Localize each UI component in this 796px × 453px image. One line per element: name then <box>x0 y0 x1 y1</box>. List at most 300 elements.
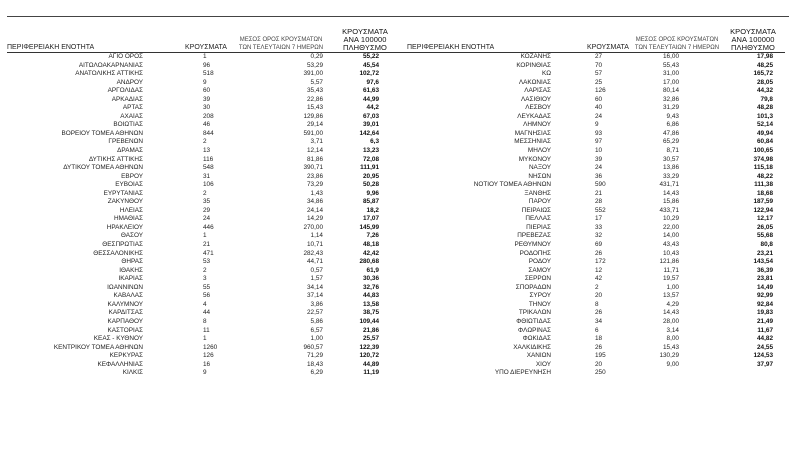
right-region-cell: ΣΥΡΟΥ <box>529 292 551 300</box>
left-per100k-cell: 111,91 <box>360 164 379 172</box>
left-region-cell: ΑΓΙΟ ΟΡΟΣ <box>108 53 143 60</box>
table-row <box>7 190 785 199</box>
right-cases-cell: 21 <box>595 189 603 197</box>
right-per100k-cell: 37,97 <box>757 360 773 368</box>
right-cases-cell: 12 <box>595 266 603 274</box>
left-region-cell: ΓΡΕΒΕΝΩΝ <box>108 138 143 146</box>
right-avg7-cell: 32,86 <box>663 95 679 103</box>
right-per100k-cell: 92,84 <box>757 300 773 308</box>
left-region-cell: ΚΕΦΑΛΛΗΝΙΑΣ <box>97 360 143 368</box>
right-avg7-cell: 30,57 <box>663 155 679 163</box>
right-per100k-cell: 49,94 <box>757 129 773 137</box>
right-per100k-cell: 79,8 <box>760 95 773 103</box>
covid-cases-table <box>7 26 785 378</box>
right-per100k-cell: 23,81 <box>757 275 773 283</box>
left-cases-cell: 1 <box>203 53 207 60</box>
right-avg7-cell: 431,71 <box>659 181 679 189</box>
left-per100k-cell: 50,28 <box>363 181 379 189</box>
right-region-cell: ΣΑΜΟΥ <box>528 266 551 274</box>
right-cases-cell: 36 <box>595 172 603 180</box>
right-avg7-cell: 55,43 <box>663 61 679 69</box>
right-region-cell: ΛΗΜΝΟΥ <box>523 121 551 129</box>
left-avg7-cell: 22,86 <box>307 95 323 103</box>
table-row <box>7 258 785 267</box>
right-cases-cell: 20 <box>595 292 603 300</box>
left-region-cell: ΚΑΒΑΛΑΣ <box>113 292 143 300</box>
right-cases-cell: 97 <box>595 138 603 146</box>
right-per100k-cell: 21,49 <box>757 317 773 325</box>
left-region-cell: ΑΙΤΩΛΟΑΚΑΡΝΑΝΙΑΣ <box>78 61 143 69</box>
left-per100k-cell: 21,86 <box>363 326 379 334</box>
table-row <box>7 147 785 156</box>
table-row <box>7 275 785 284</box>
left-region-cell: ΙΚΑΡΙΑΣ <box>118 275 143 283</box>
left-region-cell: ΒΟΡΕΙΟΥ ΤΟΜΕΑ ΑΘΗΝΩΝ <box>61 129 143 137</box>
left-avg7-cell: 15,43 <box>307 104 323 112</box>
left-region-cell: ΚΕΝΤΡΙΚΟΥ ΤΟΜΕΑ ΑΘΗΝΩΝ <box>53 343 143 351</box>
left-avg7-cell: 12,14 <box>307 147 323 155</box>
left-avg7-cell: 591,00 <box>303 129 323 137</box>
right-per100k-cell: 44,82 <box>757 335 773 343</box>
left-per100k-cell: 102,72 <box>359 70 379 78</box>
right-per100k-cell: 124,53 <box>753 352 773 360</box>
right-cases-cell: 27 <box>595 53 603 60</box>
right-per100k-cell: 23,21 <box>757 249 773 257</box>
right-avg7-cell: 80,14 <box>663 87 679 95</box>
right-avg7-cell: 9,43 <box>666 112 679 120</box>
right-avg7-cell: 4,29 <box>666 300 679 308</box>
right-avg7-cell: 1,00 <box>666 283 679 291</box>
right-region-cell: ΛΕΣΒΟΥ <box>525 104 551 112</box>
right-region-cell: ΤΗΝΟΥ <box>528 300 551 308</box>
right-per100k-cell: 115,18 <box>753 164 773 172</box>
right-per100k-cell: 11,67 <box>757 326 773 334</box>
left-avg7-cell: 0,57 <box>310 266 323 274</box>
left-avg7-cell: 44,71 <box>307 258 323 266</box>
left-cases-cell: 208 <box>203 112 214 120</box>
table-row <box>7 121 785 130</box>
right-avg7-cell: 17,00 <box>663 78 679 86</box>
left-avg7-cell: 29,14 <box>307 121 323 129</box>
right-region-cell: ΠΑΡΟΥ <box>528 198 551 206</box>
left-cases-cell: 106 <box>203 181 214 189</box>
left-per100k-cell: 9,96 <box>366 189 379 197</box>
right-region-cell: ΤΡΙΚΑΛΩΝ <box>518 309 551 317</box>
left-cases-cell: 13 <box>203 147 211 155</box>
left-per100k-cell: 25,57 <box>363 335 379 343</box>
right-region-cell: ΡΕΘΥΜΝΟΥ <box>514 241 551 249</box>
right-per100k-cell: 12,17 <box>757 215 773 223</box>
right-cases-cell: 26 <box>595 309 603 317</box>
right-avg7-cell: 433,71 <box>659 206 679 214</box>
left-avg7-cell: 3,71 <box>310 138 323 146</box>
left-avg7-cell: 53,29 <box>307 61 323 69</box>
left-per100k-cell: 45,54 <box>363 61 379 69</box>
right-per100k-cell: 374,98 <box>753 155 773 163</box>
right-cases-cell: 590 <box>595 181 606 189</box>
left-cases-cell: 3 <box>203 275 207 283</box>
right-avg7-cell: 15,86 <box>663 198 679 206</box>
left-cases-cell: 46 <box>203 121 211 129</box>
left-avg7-cell: 3,86 <box>310 300 323 308</box>
table-row <box>7 87 785 96</box>
right-per100k-cell: 26,05 <box>757 223 773 231</box>
left-avg7-cell: 270,00 <box>303 223 323 231</box>
table-row <box>7 292 785 301</box>
right-region-cell: ΡΟΔΟΥ <box>528 258 551 266</box>
left-per100k-cell: 42,42 <box>363 249 379 257</box>
right-per100k-cell: 165,72 <box>753 70 773 78</box>
right-per100k-cell: 28,05 <box>757 78 773 86</box>
left-avg7-cell: 129,86 <box>303 112 323 120</box>
header-region-left: ΠΕΡΙΦΕΡΕΙΑΚΗ ΕΝΟΤΗΤΑ <box>7 26 157 53</box>
left-cases-cell: 44 <box>203 309 211 317</box>
left-per100k-cell: 61,9 <box>366 266 379 274</box>
right-per100k-cell <box>721 369 785 378</box>
table-row <box>7 96 785 105</box>
header-cases-left: ΚΡΟΥΣΜΑΤΑ <box>157 26 229 53</box>
left-avg7-cell: 5,57 <box>310 78 323 86</box>
left-per100k-cell: 48,18 <box>363 241 379 249</box>
header-cases-right: ΚΡΟΥΣΜΑΤΑ <box>587 26 633 53</box>
right-per100k-cell: 17,98 <box>757 53 773 60</box>
left-region-cell: ΑΡΓΟΛΙΔΑΣ <box>107 87 143 95</box>
right-region-cell: ΥΠΟ ΔΙΕΡΕΥΝΗΣΗ <box>494 369 551 377</box>
left-cases-cell: 9 <box>203 369 207 377</box>
table-body <box>7 53 785 378</box>
table-row <box>7 241 785 250</box>
right-region-cell: ΧΑΝΙΩΝ <box>526 352 551 360</box>
left-region-cell: ΗΡΑΚΛΕΙΟΥ <box>106 223 143 231</box>
right-cases-cell: 18 <box>595 335 603 343</box>
table-row <box>7 369 785 378</box>
right-cases-cell: 24 <box>595 164 603 172</box>
left-region-cell: ΕΥΡΥΤΑΝΙΑΣ <box>103 189 143 197</box>
table-row <box>7 173 785 182</box>
left-per100k-cell: 97,6 <box>366 78 379 86</box>
right-avg7-cell: 10,29 <box>663 215 679 223</box>
right-cases-cell: 20 <box>595 360 603 368</box>
table-row <box>7 207 785 216</box>
right-avg7-cell: 13,57 <box>663 292 679 300</box>
left-region-cell: ΔΥΤΙΚΟΥ ΤΟΜΕΑ ΑΘΗΝΩΝ <box>63 164 143 172</box>
table-row <box>7 327 785 336</box>
right-per100k-cell: 122,94 <box>753 206 773 214</box>
left-per100k-cell: 109,44 <box>359 317 379 325</box>
right-region-cell: ΣΕΡΡΩΝ <box>524 275 551 283</box>
left-per100k-cell: 7,26 <box>366 232 379 240</box>
left-avg7-cell: 282,43 <box>303 249 323 257</box>
left-cases-cell: 2 <box>203 189 207 197</box>
left-cases-cell: 21 <box>203 241 211 249</box>
right-avg7-cell: 121,86 <box>659 258 679 266</box>
right-region-cell: ΛΕΥΚΑΔΑΣ <box>517 112 551 120</box>
left-region-cell: ΚΙΛΚΙΣ <box>122 369 143 377</box>
right-region-cell: ΠΡΕΒΕΖΑΣ <box>517 232 551 240</box>
right-cases-cell: 24 <box>595 112 603 120</box>
right-region-cell: ΜΕΣΣΗΝΙΑΣ <box>514 138 551 146</box>
left-region-cell: ΚΕΡΚΥΡΑΣ <box>109 352 143 360</box>
left-cases-cell: 1260 <box>203 343 218 351</box>
right-avg7-cell: 31,29 <box>663 104 679 112</box>
right-cases-cell: 2 <box>595 283 599 291</box>
left-avg7-cell: 22,57 <box>307 309 323 317</box>
right-per100k-cell: 92,99 <box>757 292 773 300</box>
right-per100k-cell: 101,3 <box>757 112 773 120</box>
table-row <box>7 301 785 310</box>
right-region-cell: ΚΟΖΑΝΗΣ <box>520 53 551 60</box>
left-cases-cell: 16 <box>203 360 211 368</box>
right-cases-cell: 6 <box>595 326 599 334</box>
right-avg7-cell: 130,29 <box>659 352 679 360</box>
left-cases-cell: 1 <box>203 335 207 343</box>
left-cases-cell: 844 <box>203 129 214 137</box>
right-per100k-cell: 48,25 <box>757 61 773 69</box>
left-per100k-cell: 38,75 <box>363 309 379 317</box>
right-per100k-cell: 48,28 <box>757 104 773 112</box>
left-avg7-cell: 1,57 <box>310 275 323 283</box>
right-per100k-cell: 14,49 <box>757 283 773 291</box>
table-row <box>7 352 785 361</box>
right-region-cell: ΝΗΣΩΝ <box>528 172 551 180</box>
left-per100k-cell: 17,07 <box>363 215 379 223</box>
left-cases-cell: 24 <box>203 215 211 223</box>
table-row <box>7 309 785 318</box>
left-region-cell: ΚΑΣΤΟΡΙΑΣ <box>107 326 143 334</box>
left-avg7-cell: 5,86 <box>310 317 323 325</box>
left-avg7-cell: 24,14 <box>307 206 323 214</box>
left-region-cell: ΗΜΑΘΙΑΣ <box>113 215 143 223</box>
left-per100k-cell: 44,89 <box>363 360 379 368</box>
table-row <box>7 232 785 241</box>
left-cases-cell: 126 <box>203 352 214 360</box>
left-avg7-cell: 391,00 <box>303 70 323 78</box>
right-avg7-cell: 19,57 <box>663 275 679 283</box>
right-avg7-cell: 16,00 <box>663 53 679 60</box>
right-cases-cell: 25 <box>595 78 603 86</box>
left-cases-cell: 8 <box>203 317 207 325</box>
left-avg7-cell: 960,57 <box>303 343 323 351</box>
right-cases-cell: 17 <box>595 215 603 223</box>
table-row <box>7 181 785 190</box>
right-per100k-cell: 187,59 <box>753 198 773 206</box>
left-per100k-cell: 13,23 <box>363 147 379 155</box>
right-avg7-cell: 14,43 <box>663 309 679 317</box>
table-row <box>7 224 785 233</box>
left-avg7-cell: 73,29 <box>307 181 323 189</box>
right-per100k-cell: 19,83 <box>757 309 773 317</box>
left-avg7-cell: 37,14 <box>307 292 323 300</box>
right-avg7-cell: 28,00 <box>663 317 679 325</box>
left-cases-cell: 53 <box>203 258 211 266</box>
left-cases-cell: 55 <box>203 283 211 291</box>
left-region-cell: ΒΟΙΩΤΙΑΣ <box>113 121 143 129</box>
left-region-cell: ΑΧΑΪΑΣ <box>120 112 143 120</box>
right-per100k-cell: 111,38 <box>754 181 773 189</box>
right-region-cell: ΧΙΟΥ <box>535 360 551 368</box>
right-avg7-cell: 31,00 <box>663 70 679 78</box>
right-region-cell: ΞΑΝΘΗΣ <box>524 189 551 197</box>
header-avg-right: ΜΕΣΟΣ ΟΡΟΣ ΚΡΟΥΣΜΑΤΩΝ ΤΩΝ ΤΕΛΕΥΤΑΙΩΝ 7 ΗΜΕΡΩΝ <box>633 26 721 53</box>
header-per-right: ΚΡΟΥΣΜΑΤΑ ΑΝΑ 100000 ΠΛΗΘΥΣΜΟ <box>721 26 785 53</box>
right-region-cell: ΦΩΚΙΔΑΣ <box>522 335 551 343</box>
right-cases-cell: 40 <box>595 104 603 112</box>
table-row <box>7 318 785 327</box>
left-avg7-cell: 1,14 <box>310 232 323 240</box>
table-row <box>7 113 785 122</box>
right-region-cell: ΣΠΟΡΑΔΩΝ <box>515 283 551 291</box>
right-per100k-cell: 18,68 <box>757 189 773 197</box>
left-region-cell: ΑΡΤΑΣ <box>122 104 143 112</box>
left-avg7-cell: 6,29 <box>310 369 323 377</box>
left-avg7-cell: 18,43 <box>307 360 323 368</box>
right-cases-cell: 42 <box>595 275 603 283</box>
right-per100k-cell: 143,54 <box>753 258 773 266</box>
left-per100k-cell: 44,2 <box>366 104 379 112</box>
left-per100k-cell: 39,01 <box>363 121 379 129</box>
left-avg7-cell: 23,86 <box>307 172 323 180</box>
table-row <box>7 79 785 88</box>
left-avg7-cell: 6,57 <box>310 326 323 334</box>
left-cases-cell: 96 <box>203 61 211 69</box>
right-cases-cell: 250 <box>595 369 606 377</box>
right-region-cell: ΛΑΚΩΝΙΑΣ <box>518 78 551 86</box>
right-cases-cell: 26 <box>595 249 603 257</box>
table-row <box>7 104 785 113</box>
left-per100k-cell: 32,76 <box>363 283 379 291</box>
right-region-cell: ΛΑΣΙΘΙΟΥ <box>520 95 551 103</box>
left-region-cell: ΙΘΑΚΗΣ <box>119 266 143 274</box>
right-avg7-cell: 22,00 <box>663 223 679 231</box>
right-per100k-cell: 100,65 <box>753 147 773 155</box>
right-cases-cell: 60 <box>595 95 603 103</box>
right-cases-cell: 28 <box>595 198 603 206</box>
right-region-cell: ΚΩ <box>541 70 551 78</box>
header-region-right: ΠΕΡΙΦΕΡΕΙΑΚΗ ΕΝΟΤΗΤΑ <box>397 26 587 53</box>
left-cases-cell: 446 <box>203 223 214 231</box>
left-region-cell: ΑΝΔΡΟΥ <box>116 78 143 86</box>
right-avg7-cell: 6,86 <box>666 121 679 129</box>
right-region-cell: ΜΥΚΟΝΟΥ <box>518 155 551 163</box>
left-cases-cell: 31 <box>203 172 211 180</box>
left-avg7-cell: 81,86 <box>307 155 323 163</box>
right-cases-cell: 70 <box>595 61 603 69</box>
table-row <box>7 335 785 344</box>
left-region-cell: ΕΥΒΟΙΑΣ <box>115 181 143 189</box>
left-region-cell: ΚΑΛΥΜΝΟΥ <box>107 300 143 308</box>
left-region-cell: ΗΛΕΙΑΣ <box>119 206 143 214</box>
left-per100k-cell: 72,08 <box>363 155 379 163</box>
right-region-cell: ΜΗΛΟΥ <box>527 147 551 155</box>
right-per100k-cell: 48,22 <box>757 172 773 180</box>
right-region-cell: ΠΕΛΛΑΣ <box>525 215 551 223</box>
right-per100k-cell: 60,84 <box>757 138 773 146</box>
right-cases-cell: 8 <box>595 300 599 308</box>
left-per100k-cell: 6,3 <box>370 138 379 146</box>
left-region-cell: ΘΕΣΠΡΩΤΙΑΣ <box>102 241 143 249</box>
left-cases-cell: 116 <box>203 155 214 163</box>
left-per100k-cell: 20,95 <box>363 172 379 180</box>
right-avg7-cell: 11,71 <box>663 266 679 274</box>
header-avg-left: ΜΕΣΟΣ ΟΡΟΣ ΚΡΟΥΣΜΑΤΩΝ ΤΩΝ ΤΕΛΕΥΤΑΙΩΝ 7 ΗΜΕΡΩΝ <box>229 26 333 53</box>
table-row <box>7 215 785 224</box>
left-cases-cell: 35 <box>203 198 211 206</box>
left-cases-cell: 548 <box>203 164 214 172</box>
left-region-cell: ΚΕΑΣ - ΚΥΘΝΟΥ <box>93 335 143 343</box>
left-cases-cell: 518 <box>203 70 214 78</box>
left-avg7-cell: 34,14 <box>307 283 323 291</box>
table-row <box>7 62 785 71</box>
right-avg7-cell <box>633 369 721 378</box>
left-cases-cell: 2 <box>203 266 207 274</box>
left-cases-cell: 11 <box>203 326 210 334</box>
top-rule <box>7 16 789 17</box>
table-row <box>7 344 785 353</box>
right-cases-cell: 33 <box>595 223 603 231</box>
table-row <box>7 156 785 165</box>
left-region-cell: ΚΑΡΠΑΘΟΥ <box>107 317 143 325</box>
left-avg7-cell: 35,43 <box>307 87 323 95</box>
table-row <box>7 53 785 62</box>
left-region-cell: ΕΒΡΟΥ <box>121 172 143 180</box>
right-avg7-cell: 47,86 <box>663 129 679 137</box>
right-per100k-cell: 44,32 <box>757 87 773 95</box>
right-region-cell: ΦΘΙΩΤΙΔΑΣ <box>516 317 551 325</box>
right-avg7-cell: 65,29 <box>663 138 679 146</box>
left-region-cell: ΑΡΚΑΔΙΑΣ <box>111 95 143 103</box>
left-cases-cell: 56 <box>203 292 211 300</box>
left-region-cell: ΔΡΑΜΑΣ <box>117 147 143 155</box>
right-avg7-cell: 13,86 <box>663 164 679 172</box>
left-region-cell: ΙΩΑΝΝΙΝΩΝ <box>107 283 143 291</box>
right-region-cell: ΚΟΡΙΝΘΙΑΣ <box>516 61 551 69</box>
right-avg7-cell: 10,43 <box>663 249 679 257</box>
left-per100k-cell: 18,2 <box>366 206 379 214</box>
right-cases-cell: 195 <box>595 352 606 360</box>
right-avg7-cell: 8,71 <box>666 147 679 155</box>
table-row <box>7 284 785 293</box>
right-region-cell: ΜΑΓΝΗΣΙΑΣ <box>514 129 551 137</box>
right-region-cell: ΧΑΛΚΙΔΙΚΗΣ <box>513 343 551 351</box>
right-avg7-cell: 14,43 <box>663 189 679 197</box>
left-avg7-cell: 0,29 <box>310 53 323 60</box>
left-cases-cell: 4 <box>203 300 207 308</box>
left-cases-cell: 29 <box>203 206 211 214</box>
right-cases-cell: 69 <box>595 241 603 249</box>
left-per100k-cell: 44,99 <box>363 95 379 103</box>
table-row <box>7 267 785 276</box>
left-cases-cell: 471 <box>203 249 214 257</box>
left-per100k-cell: 61,63 <box>363 87 379 95</box>
right-cases-cell: 10 <box>595 147 603 155</box>
right-per100k-cell: 55,68 <box>757 232 773 240</box>
left-per100k-cell: 30,36 <box>363 275 379 283</box>
table-row <box>7 361 785 370</box>
right-cases-cell: 39 <box>595 155 603 163</box>
right-avg7-cell: 43,43 <box>663 241 679 249</box>
left-region-cell: ΖΑΚΥΝΘΟΥ <box>107 198 143 206</box>
right-cases-cell: 34 <box>595 317 603 325</box>
right-avg7-cell: 3,14 <box>666 326 679 334</box>
right-cases-cell: 32 <box>595 232 603 240</box>
right-region-cell: ΠΙΕΡΙΑΣ <box>526 223 551 231</box>
left-cases-cell: 2 <box>203 138 207 146</box>
table-row <box>7 250 785 259</box>
left-region-cell: ΔΥΤΙΚΗΣ ΑΤΤΙΚΗΣ <box>88 155 143 163</box>
header-row <box>7 26 785 53</box>
left-avg7-cell: 14,29 <box>307 215 323 223</box>
left-avg7-cell: 1,43 <box>310 189 323 197</box>
